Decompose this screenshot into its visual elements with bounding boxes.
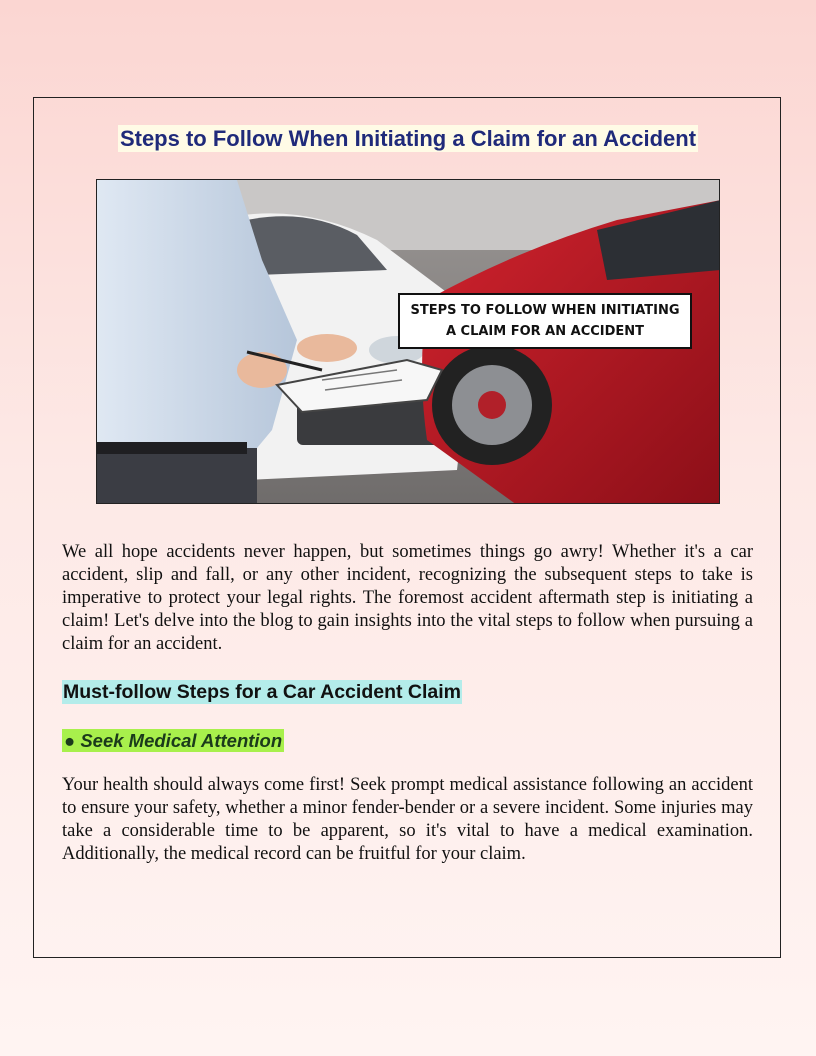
- section-heading: Must-follow Steps for a Car Accident Claim: [63, 681, 461, 703]
- subsection-heading-text: Seek Medical Attention: [80, 730, 283, 751]
- health-paragraph: Your health should always come first! Seek prompt medical assistance following an accident to ensure your safety, whether a minor fender-bender or a severe incident. Some injuries may take a considerable time to be apparent, so it's vital to have a medical examination. Additionally, the medical record can be fruitful for your claim.: [62, 775, 753, 864]
- document-title: [0, 126, 816, 152]
- intro-paragraph: We all hope accidents never happen, but sometimes things go awry! Whether it's a car accident, slip and fall, or any other incident, recognizing the subsequent steps to take is imperative to protect your legal rights. The foremost accident aftermath step is initiating a claim! Let's delve into the blog to gain insights into the vital steps to follow when pursuing a claim for an accident.: [62, 542, 753, 654]
- title-text: Steps to Follow When Initiating a Claim for an Accident: [119, 126, 697, 151]
- bullet-icon: ●: [64, 730, 76, 751]
- hero-image: [96, 179, 720, 504]
- subsection-heading: [62, 729, 284, 752]
- hero-overlay-caption: STEPS TO FOLLOW WHEN INITIATING A CLAIM FOR AN ACCIDENT: [398, 293, 692, 349]
